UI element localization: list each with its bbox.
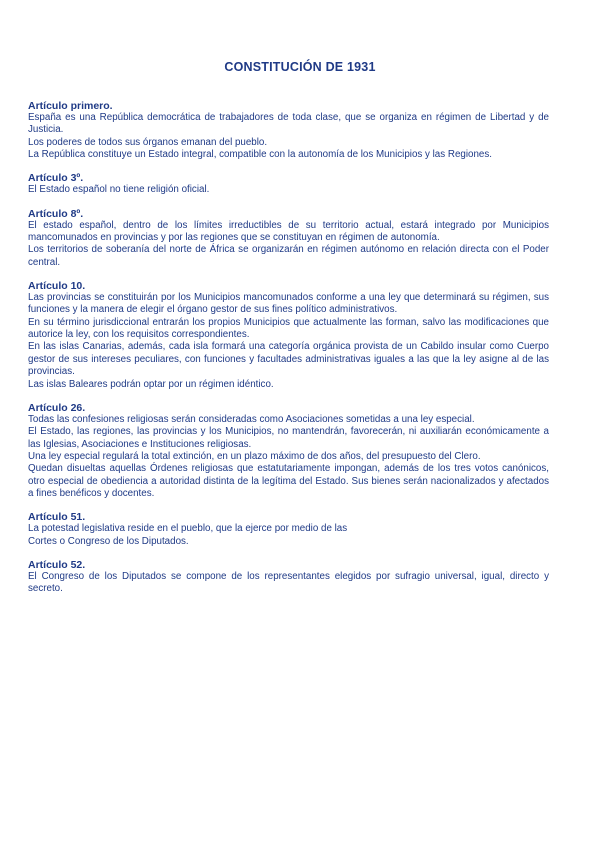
article-paragraph: En las islas Canarias, además, cada isla formará una categoría orgánica provista de un Cabildo insular como Cuerpo gestor de sus intereses peculiares, con funciones y facultades administrativas iguales a las que la ley asigne al de las provincias. (28, 341, 549, 378)
article-primero (28, 100, 549, 161)
article-52 (28, 559, 549, 596)
article-paragraph: El Estado español no tiene religión oficial. (28, 184, 210, 196)
article-paragraph: Todas las confesiones religiosas serán consideradas como Asociaciones sometidas a una ley especial. (28, 413, 475, 425)
article-10 (28, 280, 549, 391)
article-paragraph: El estado español, dentro de los límites irreductibles de su territorio actual, estará integrado por Municipios mancomunados en provincias y por las regiones que se constituyan en régimen de autonomía. (28, 219, 549, 244)
article-heading: Artículo 10. (28, 280, 86, 293)
article-heading: Artículo 3º. (28, 172, 84, 185)
article-heading: Artículo 26. (28, 401, 86, 414)
article-paragraph: España es una República democrática de trabajadores de toda clase, que se organiza en régimen de Libertad y de Justicia. (28, 112, 549, 136)
article-line: La potestad legislativa reside en el pueblo, que la ejerce por medio de las (28, 523, 348, 535)
article-paragraph: Las islas Baleares podrán optar por un régimen idéntico. (28, 378, 274, 390)
article-paragraph: La República constituye un Estado integral, compatible con la autonomía de los Municipios y las Regiones. (28, 149, 492, 161)
article-line: Cortes o Congreso de los Diputados. (28, 535, 189, 547)
article-heading: Artículo 51. (28, 511, 86, 524)
article-paragraph: Quedan disueltas aquellas Órdenes religiosas que estatutariamente impongan, además de los tres votos canónicos, otro especial de obediencia a autoridad distinta de la legítima del Estado. Sus bienes serán nacionalizados y afectados a fines benéficos y docentes. (28, 463, 549, 499)
article-heading: Artículo primero. (28, 100, 113, 112)
article-heading: Artículo 52. (28, 558, 86, 571)
article-paragraph: Los territorios de soberanía del norte de África se organizarán en régimen autónomo en relación directa con el Poder central. (28, 244, 549, 268)
article-3 (28, 172, 549, 196)
article-paragraph: Una ley especial regulará la total extinción, en un plazo máximo de dos años, del presupuesto del Clero. (28, 450, 481, 462)
article-heading: Artículo 8º. (28, 207, 84, 220)
article-51 (28, 511, 549, 548)
article-26 (28, 402, 549, 500)
article-paragraph: En su término jurisdiccional entrarán los propios Municipios que actualmente las forman, salvo las modificaciones que autorice la ley, con los requisitos correspondientes. (28, 316, 549, 341)
article-paragraph: Las provincias se constituirán por los Municipios mancomunados conforme a una ley que determinará su régimen, sus funciones y la manera de elegir el órgano gestor de sus fines político administrativos. (28, 292, 549, 316)
document-body (28, 100, 549, 607)
article-paragraph: El Congreso de los Diputados se compone de los representantes elegidos por sufragio universal, igual, directo y secreto. (28, 570, 549, 595)
article-paragraph: Los poderes de todos sus órganos emanan del pueblo. (28, 136, 268, 148)
document-title: CONSTITUCIÓN DE 1931 (224, 60, 376, 74)
article-8 (28, 208, 549, 269)
article-paragraph: El Estado, las regiones, las provincias y los Municipios, no mantendrán, favorecerán, ni auxiliarán económicamente a las Iglesias, Asociaciones e Instituciones religiosas. (28, 426, 549, 450)
